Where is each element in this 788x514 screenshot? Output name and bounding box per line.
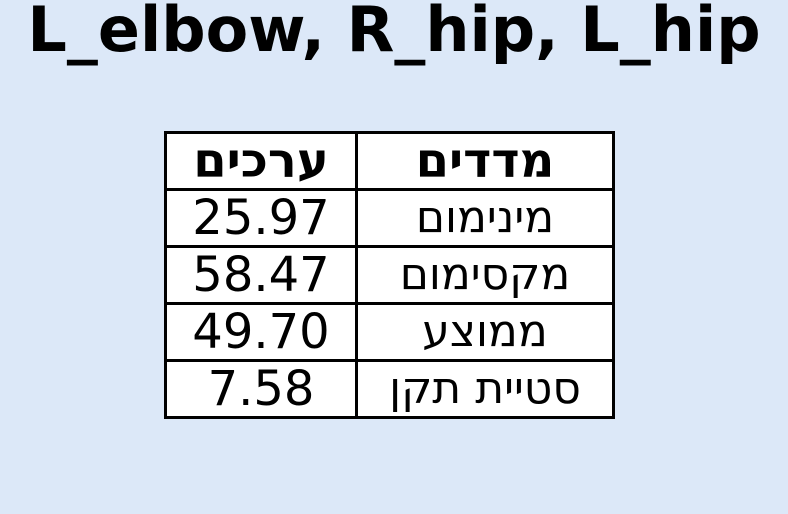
table-row	[166, 190, 614, 247]
table-row	[166, 361, 614, 418]
value-cell: 58.47	[166, 247, 357, 304]
stats-table	[164, 131, 615, 419]
metric-cell: מקסימום	[357, 247, 614, 304]
metric-cell: סטיית תקן	[357, 361, 614, 418]
table-header-row	[166, 133, 614, 190]
header-metrics: מדדים	[357, 133, 614, 190]
table-row	[166, 304, 614, 361]
value-cell: 49.70	[166, 304, 357, 361]
metric-cell: ממוצע	[357, 304, 614, 361]
chart-title: L_elbow, R_hip, L_hip	[27, 0, 761, 66]
header-values: ערכים	[166, 133, 357, 190]
metric-cell: מינימום	[357, 190, 614, 247]
table-row	[166, 247, 614, 304]
value-cell: 25.97	[166, 190, 357, 247]
value-cell: 7.58	[166, 361, 357, 418]
